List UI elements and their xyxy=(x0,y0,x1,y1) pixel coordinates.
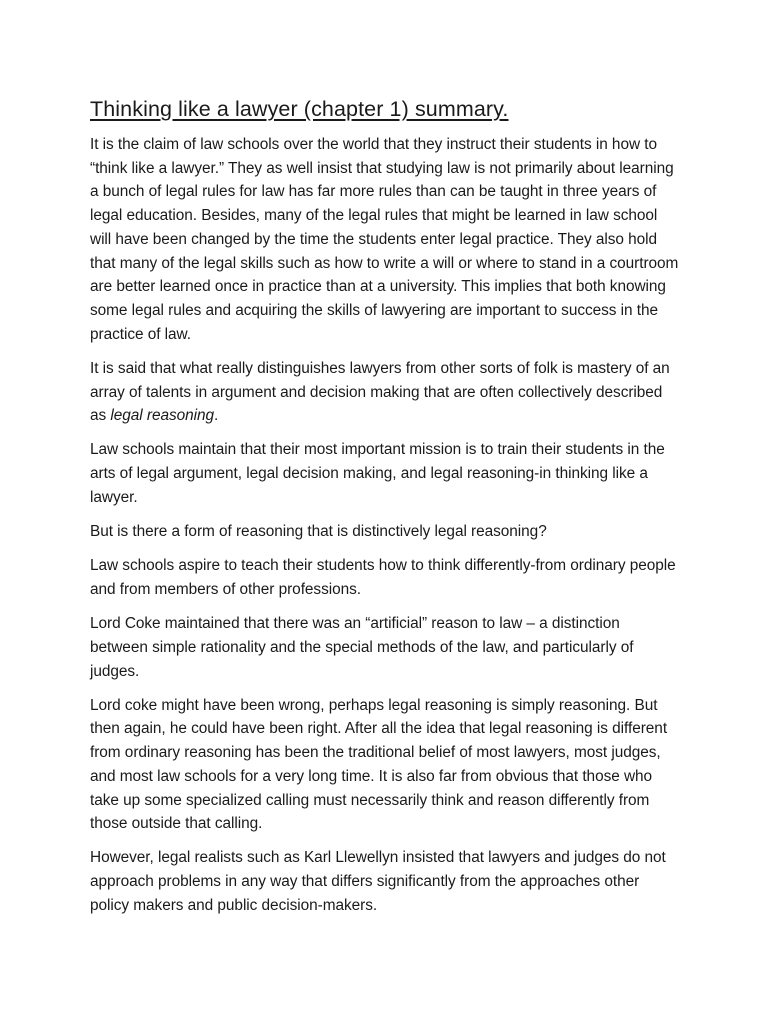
paragraph-7: Lord coke might have been wrong, perhaps legal reasoning is simply reasoning. But then again, he could have been right. After all the idea that legal reasoning is different from ordinary reasoning has been the traditional belief of most lawyers, most judges, and most law schools for a very long time. It is also far from obvious that those who take up some specialized calling must necessarily think and reason differently from those outside that calling. xyxy=(90,696,668,833)
paragraph-4: But is there a form of reasoning that is distinctively legal reasoning? xyxy=(90,523,547,541)
paragraph-1: It is the claim of law schools over the world that they instruct their students in how to “think like a lawyer.” They as well insist that studying law is not primarily about learning a bunch of legal rules for law has far more rules than can be taught in three years of legal education. Besides, many of the legal rules that might be learned in law school will have been changed by the time the students enter legal practice. They also hold that many of the legal skills such as how to write a will or where to stand in a courtroom are better learned once in practice than at a university. This implies that both knowing some legal rules and acquiring the skills of lawyering are important to success in the practice of law. xyxy=(90,136,679,343)
paragraph-5: Law schools aspire to teach their students how to think differently-from ordinary people and from members of other professions. xyxy=(90,557,676,598)
paragraph-3: Law schools maintain that their most important mission is to train their students in the arts of legal argument, legal decision making, and legal reasoning-in thinking like a lawyer. xyxy=(90,441,665,506)
document-body xyxy=(90,96,680,928)
paragraph-2-emphasis: legal reasoning xyxy=(110,407,215,425)
paragraph-2 xyxy=(90,357,680,428)
paragraph-8: However, legal realists such as Karl Llewellyn insisted that lawyers and judges do not approach problems in any way that differs significantly from the approaches other policy makers and public decision-makers. xyxy=(90,849,666,914)
paragraph-6: Lord Coke maintained that there was an “artificial” reason to law – a distinction between simple rationality and the special methods of the law, and particularly of judges. xyxy=(90,615,634,680)
document-title: Thinking like a lawyer (chapter 1) summary. xyxy=(90,97,509,121)
paragraph-2-end: . xyxy=(214,407,219,425)
paragraph-2-text: It is said that what really distinguishes lawyers from other sorts of folk is mastery of an array of talents in argument and decision making that are often collectively described as xyxy=(90,359,670,425)
